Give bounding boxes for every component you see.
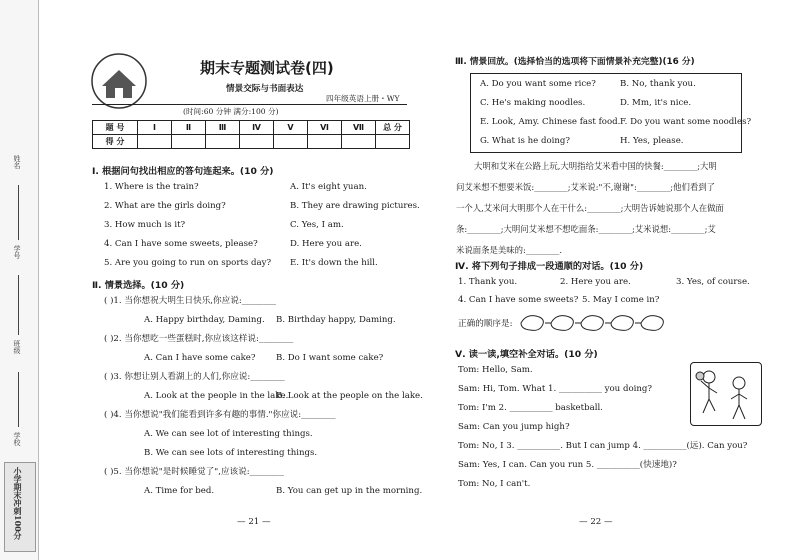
id-line [18,275,19,335]
score-cell[interactable] [308,135,342,149]
s1-question: 5. Are you going to run on sports day? [104,258,272,268]
s2-option-b: B. Do I want some cake? [276,353,384,363]
s2-option-b: B. You can get up in the morning. [276,486,423,496]
score-cell[interactable] [138,135,172,149]
s2-option-a: A. Time for bed. [144,486,215,496]
s5-line[interactable]: Sam: Yes, I can. Can you run 5. __________(快速地)? [458,460,677,470]
score-header-cell: 题 号 [93,121,138,135]
kids-illustration [690,362,762,426]
s3-option: D. Mm, it's nice. [620,98,692,108]
grade-label: 四年级英语上册・WY [326,94,400,103]
score-header-cell: 总 分 [376,121,410,135]
s3-option: A. Do you want some rice? [480,79,596,89]
s5-line: Sam: Can you jump high? [458,422,570,432]
score-header-cell: Ⅳ [240,121,274,135]
leaf-answer-box-icon[interactable] [581,316,603,331]
school-label: 学校 [13,432,21,446]
s3-option: H. Yes, please. [620,136,684,146]
s1-answer: C. Yes, I am. [290,220,344,230]
page-subtitle: 情景交际与书面表达 [226,84,304,94]
score-header-cell: Ⅶ [342,121,376,135]
section3-header: Ⅲ. 情景回放。(选择恰当的选项将下面情景补充完整)(16 分) [455,57,695,67]
class-line [18,372,19,427]
s1-answer: D. Here you are. [290,239,362,249]
s2-option-a: A. Look at the people in the lake. [144,391,289,401]
score-cell[interactable] [172,135,206,149]
section5-header: Ⅴ. 读一读,填空补全对话。(10 分) [455,349,598,360]
s1-question: 2. What are the girls doing? [104,201,226,211]
section2-header: Ⅱ. 情景选择。(10 分) [92,280,185,291]
s4-item: 3. Yes, of course. [676,277,750,287]
s2-option-a: A. We can see lot of interesting things. [144,429,313,439]
house-badge-icon [88,52,150,110]
s2-option-b: B. Look at the people on the lake. [276,391,423,401]
kids-playing-icon [691,363,761,425]
s5-line[interactable]: Tom: I'm 2. __________ basketball. [458,403,603,413]
score-cell[interactable] [206,135,240,149]
class-label: 班级 [13,340,21,354]
score-cell[interactable] [342,135,376,149]
order-leaves [518,312,668,334]
name-line [18,185,19,240]
page-title: 期末专题测试卷(四) [200,59,334,77]
s3-option: F. Do you want some noodles? [620,117,752,127]
score-header-cell: Ⅰ [138,121,172,135]
s3-option: C. He's making noodles. [480,98,586,108]
s4-item: 1. Thank you. [458,277,518,287]
s1-question: 3. How much is it? [104,220,186,230]
badge-logo [88,52,150,110]
name-label: 姓名 [13,155,21,169]
id-label: 学号 [13,245,21,259]
leaf-answer-box-icon[interactable] [521,316,543,331]
score-row-label: 得 分 [93,135,138,149]
score-cell[interactable] [240,135,274,149]
score-header-cell: Ⅱ [172,121,206,135]
s5-line: Tom: Hello, Sam. [458,365,533,375]
score-header-cell: Ⅵ [308,121,342,135]
s4-item: 4. Can I have some sweets? [458,295,579,305]
leaf-answer-box-icon[interactable] [641,316,663,331]
score-cell[interactable] [376,135,410,149]
page-number-right: — 22 — [579,517,613,527]
s3-passage-line[interactable]: 一个人,艾米问大明那个人在干什么:________;大明告诉她说那个人在做面 [456,203,724,213]
s4-item: 5. May I come in? [582,295,660,305]
s1-question: 1. Where is the train? [104,182,199,192]
title-rule [92,104,407,105]
order-label: 正确的顺序是: [458,319,513,329]
s1-answer: A. It's eight yuan. [290,182,367,192]
page-number-left: — 21 — [237,517,271,527]
s4-item: 2. Here you are. [560,277,631,287]
s1-answer: B. They are drawing pictures. [290,201,420,211]
s1-question: 4. Can I have some sweets, please? [104,239,258,249]
score-cell[interactable] [274,135,308,149]
section4-header: Ⅳ. 将下列句子排成一段通顺的对话。(10 分) [455,261,644,272]
time-info: (时间:60 分钟 满分:100 分) [183,107,279,116]
s5-line[interactable]: Sam: Hi, Tom. What 1. __________ you doing? [458,384,653,394]
s2-question[interactable]: ( )3. 你想让别人看湖上的人们,你应说:________ [104,372,285,382]
leaf-answer-box-icon[interactable] [611,316,633,331]
binding-strip [0,0,39,560]
bottom-brand: 小学期末冲刺100分 [13,467,23,540]
s3-passage-line[interactable]: 大明和艾米在公路上玩,大明指给艾米看中国的快餐:________;大明 [474,161,717,171]
s2-question[interactable]: ( )2. 当你想吃一些蛋糕时,你应该这样说:________ [104,334,294,344]
s2-option-a: A. Can I have some cake? [144,353,256,363]
s3-passage-line[interactable]: 条:________;大明问艾米想不想吃面条:________;艾米说想:________;艾 [456,224,716,234]
section1-header: Ⅰ. 根据问句找出相应的答句连起来。(10 分) [92,166,274,177]
s2-question[interactable]: ( )5. 当你想说"是时候睡觉了",应该说:________ [104,467,284,477]
s3-passage-line[interactable]: 米说面条是美味的:________. [456,245,562,255]
s3-option: B. No, thank you. [620,79,696,89]
s3-option: E. Look, Amy. Chinese fast food. [480,117,621,127]
s3-passage-line[interactable]: 问艾米想不想要米饭:________;艾米说:"不,谢谢":________;他们看到了 [456,182,715,192]
score-table [92,120,410,149]
s2-option-b: B. Birthday happy, Daming. [276,315,396,325]
bottom-brand-box [4,462,36,552]
s3-option: G. What is he doing? [480,136,571,146]
s5-line: Tom: No, I can't. [458,479,531,489]
leaf-answer-box-icon[interactable] [551,316,573,331]
s2-question[interactable]: ( )4. 当你想说"我们能看到许多有趣的事情."你应说:________ [104,410,336,420]
s1-answer: E. It's down the hill. [290,258,378,268]
s2-option-a: A. Happy birthday, Daming. [144,315,265,325]
s5-line[interactable]: Tom: No, I 3. __________. But I can jump 4. __________(远). Can you? [458,441,748,451]
s2-option-b: B. We can see lots of interesting things. [144,448,318,458]
s2-question[interactable]: ( )1. 当你想祝大明生日快乐,你应说:________ [104,296,277,306]
score-header-cell: Ⅲ [206,121,240,135]
score-header-cell: Ⅴ [274,121,308,135]
